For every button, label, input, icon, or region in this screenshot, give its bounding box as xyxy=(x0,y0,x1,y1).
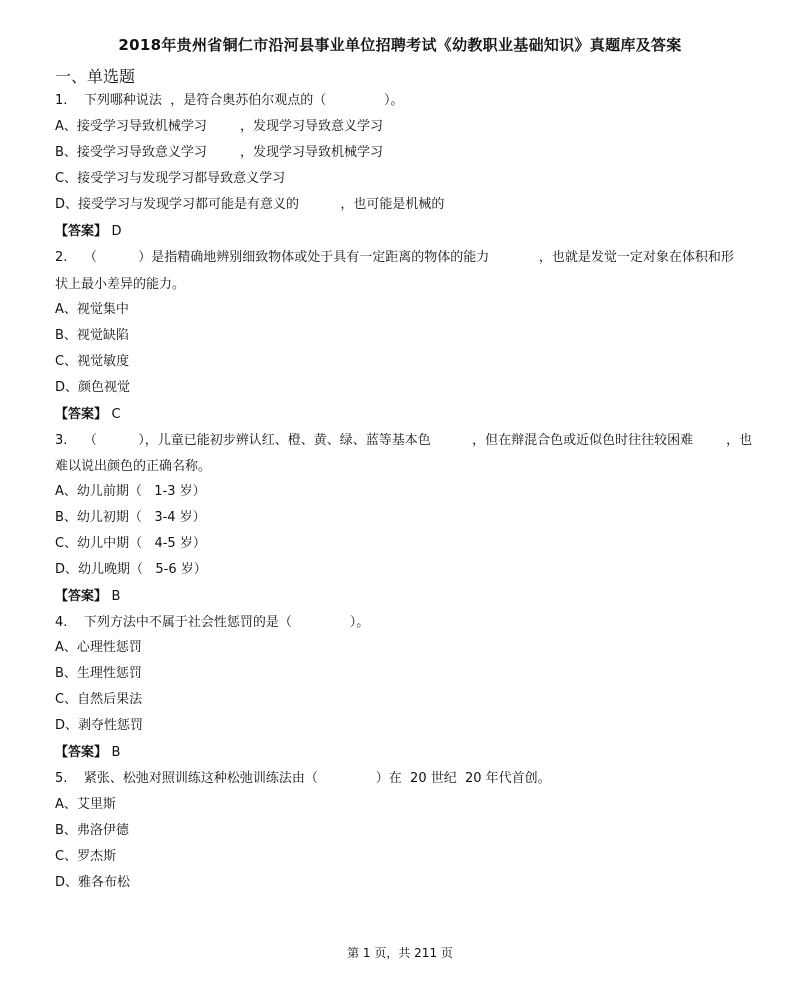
answer-label: 【答案】 xyxy=(55,745,108,760)
question-4-stem: 4. 下列方法中不属于社会性惩罚的是（ ）。 xyxy=(55,615,370,630)
question-4-option-d: D、剥夺性惩罚 xyxy=(55,718,144,733)
question-4-answer xyxy=(55,744,120,762)
question-1-stem: 1. 下列哪种说法 ，是符合奥苏伯尔观点的（ ）。 xyxy=(55,93,404,108)
question-3-option-b: B、幼儿初期（ 3-4 岁） xyxy=(55,510,206,525)
question-1-option-c: C、接受学习与发现学习都导致意义学习 xyxy=(55,171,286,186)
answer-label: 【答案】 xyxy=(55,407,108,422)
question-1-option-b: B、接受学习导致意义学习 ，发现学习导致机械学习 xyxy=(55,145,383,160)
document-title: 2018年贵州省铜仁市沿河县事业单位招聘考试《幼教职业基础知识》真题库及答案 xyxy=(118,36,682,54)
question-3-stem-cont: 难以说出颜色的正确名称。 xyxy=(55,459,212,474)
answer-label: 【答案】 xyxy=(55,589,108,604)
question-2-option-b: B、视觉缺陷 xyxy=(55,328,129,343)
question-5-stem: 5. 紧张、松弛对照训练这种松弛训练法由（ ）在 20 世纪 20 年代首创。 xyxy=(55,771,551,786)
question-2-answer xyxy=(55,406,121,424)
question-3-stem: 3. （ ），儿童已能初步辨认红、橙、黄、绿、蓝等基本色 ，但在辩混合色或近似色时往往较困难 ，也 xyxy=(55,433,753,448)
section-heading: 一、单选题 xyxy=(55,67,136,86)
question-2-stem-cont: 状上最小差异的能力。 xyxy=(55,277,186,292)
question-2-option-c: C、视觉敏度 xyxy=(55,354,130,369)
question-5-option-b: B、弗洛伊德 xyxy=(55,823,129,838)
question-3-option-c: C、幼儿中期（ 4-5 岁） xyxy=(55,536,206,551)
question-1-answer xyxy=(55,223,122,241)
question-2-option-a: A、视觉集中 xyxy=(55,302,129,317)
question-5-option-a: A、艾里斯 xyxy=(55,797,116,812)
question-3-option-d: D、幼儿晚期（ 5-6 岁） xyxy=(55,562,207,577)
question-1-option-d: D、接受学习与发现学习都可能是有意义的 ，也可能是机械的 xyxy=(55,197,445,212)
question-3-answer xyxy=(55,588,120,606)
question-5-option-c: C、罗杰斯 xyxy=(55,849,117,864)
question-2-option-d: D、颜色视觉 xyxy=(55,380,131,395)
question-4-option-c: C、自然后果法 xyxy=(55,692,143,707)
question-4-option-b: B、生理性惩罚 xyxy=(55,666,142,681)
question-3-option-a: A、幼儿前期（ 1-3 岁） xyxy=(55,484,206,499)
answer-value: D xyxy=(111,224,122,239)
answer-value: B xyxy=(111,745,121,760)
answer-value: B xyxy=(111,589,121,604)
page-footer: 第 1 页，共 211 页 xyxy=(347,946,453,960)
answer-label: 【答案】 xyxy=(55,224,108,239)
answer-value: C xyxy=(111,407,121,422)
question-5-option-d: D、雅各布松 xyxy=(55,875,131,890)
question-4-option-a: A、心理性惩罚 xyxy=(55,640,142,655)
question-1-option-a: A、接受学习导致机械学习 ，发现学习导致意义学习 xyxy=(55,119,383,134)
question-2-stem: 2. （ ）是指精确地辨别细致物体或处于具有一定距离的物体的能力 ，也就是发觉一定对象在体积和形 xyxy=(55,250,734,265)
